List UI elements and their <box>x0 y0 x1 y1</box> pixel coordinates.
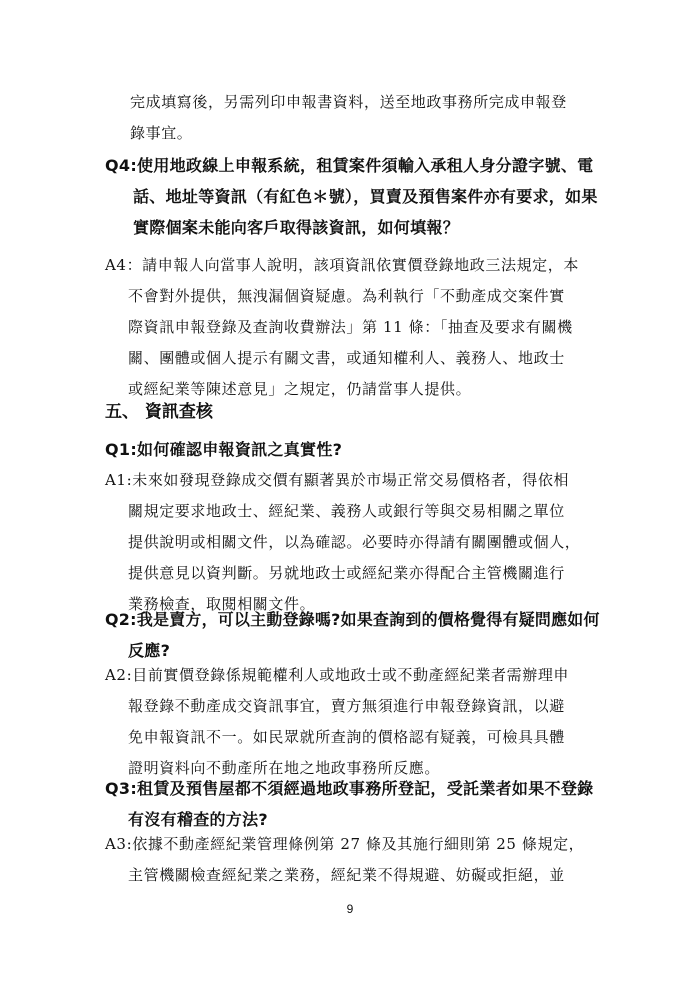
question-line: 有沒有稽查的方法? <box>128 810 268 829</box>
paragraph-line: 完成填寫後，另需列印申報書資料，送至地政事務所完成申報登 <box>130 93 567 111</box>
question-line: Q2:我是賣方，可以主動登錄嗎?如果查詢到的價格覺得有疑問應如何 <box>105 610 600 629</box>
question-line: 實際個案未能向客戶取得該資訊，如何填報？ <box>133 218 460 237</box>
answer-line: 不會對外提供，無洩漏個資疑慮。為利執行「不動產成交案件實 <box>128 287 565 305</box>
answer-line: 際資訊申報登錄及查詢收費辦法」第 11 條：「抽查及要求有關機 <box>128 318 573 336</box>
intro-paragraph <box>130 87 567 149</box>
question-q4 <box>105 150 598 243</box>
question-q2 <box>105 604 600 666</box>
answer-line: A4：請申報人向當事人說明，該項資訊依實價登錄地政三法規定，本 <box>105 256 579 274</box>
question-q3 <box>105 773 593 835</box>
answer-a3 <box>105 829 584 891</box>
paragraph-line: 錄事宜。 <box>130 124 193 142</box>
question-line: Q1:如何確認申報資訊之真實性? <box>105 440 343 459</box>
answer-line: 關、團體或個人提示有關文書，或通知權利人、義務人、地政士 <box>128 349 565 367</box>
answer-line: 報登錄不動產成交資訊事宜，賣方無須進行申報登錄資訊，以避 <box>128 697 565 715</box>
answer-line: 免申報資訊不一。如民眾就所查詢的價格認有疑義，可檢具具體 <box>128 728 565 746</box>
question-line: Q4:使用地政線上申報系統，租賃案件須輸入承租人身分證字號、電 <box>105 156 594 175</box>
question-line: 反應? <box>128 641 171 660</box>
section-heading: 五、 資訊查核 <box>105 402 213 422</box>
answer-a2 <box>105 660 569 784</box>
answer-line: 證明資料向不動產所在地之地政事務所反應。 <box>128 759 441 777</box>
answer-line: 關規定要求地政士、經紀業、義務人或銀行等與交易相關之單位 <box>128 502 565 520</box>
question-line: Q3:租賃及預售屋都不須經過地政事務所登記，受託業者如果不登錄 <box>105 779 594 798</box>
answer-line: A2:目前實價登錄係規範權利人或地政士或不動產經紀業者需辦理申 <box>105 666 570 684</box>
answer-line: A3:依據不動產經紀業管理條例第 27 條及其施行細則第 25 條規定， <box>105 835 585 853</box>
answer-line: 提供意見以資判斷。另就地政士或經紀業亦得配合主管機關進行 <box>128 564 565 582</box>
answer-line: 提供說明或相關文件，以為確認。必要時亦得請有關團體或個人， <box>128 533 581 551</box>
answer-a1 <box>105 465 580 620</box>
page-number: 9 <box>346 902 354 916</box>
answer-line: 主管機關檢查經紀業之業務，經紀業不得規避、妨礙或拒絕，並 <box>128 866 565 884</box>
answer-a4 <box>105 250 579 405</box>
answer-line: 業務檢查，取閱相關文件。 <box>128 595 316 613</box>
question-line: 話、地址等資訊（有紅色＊號），買賣及預售案件亦有要求，如果 <box>133 187 598 206</box>
answer-line: A1:未來如發現登錄成交價有顯著異於市場正常交易價格者，得依相 <box>105 471 570 489</box>
answer-line: 或經紀業等陳述意見」之規定，仍請當事人提供。 <box>128 380 472 398</box>
question-q1 <box>105 434 342 465</box>
